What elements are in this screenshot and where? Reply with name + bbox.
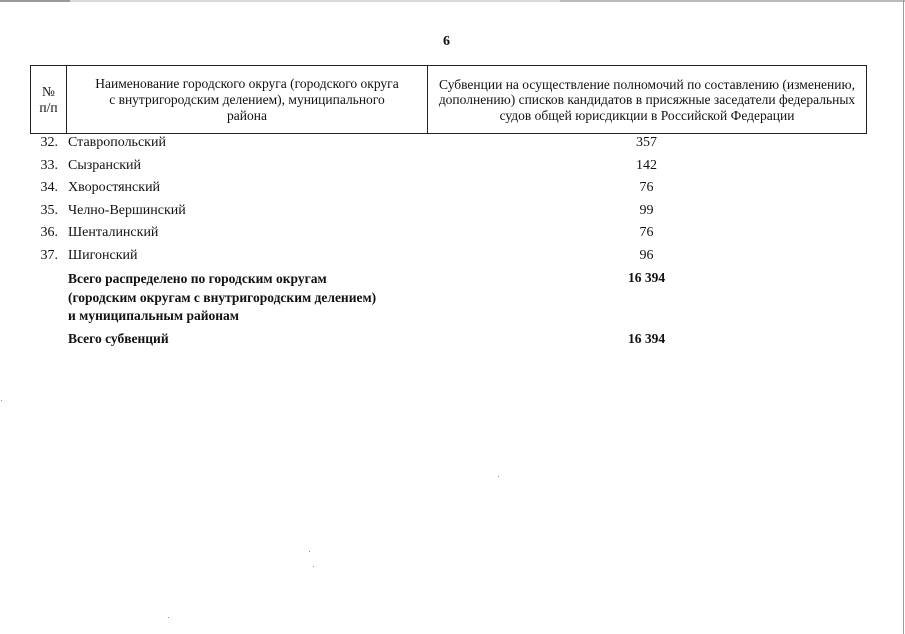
- row-number: 37.: [40, 247, 58, 263]
- total-subventions-label: Всего субвенций: [68, 331, 169, 346]
- total-subventions-value: 16 394: [627, 331, 666, 346]
- table-header: [30, 65, 867, 134]
- row-number: 36.: [40, 225, 58, 240]
- column-header-value: Субвенции на осуществление полномочий по составлению (изменению, дополнению) списков кандидатов в присяжные заседатели федеральных судов общей юрисдикции в Российской Федерации: [428, 66, 867, 134]
- table-row: [30, 180, 866, 203]
- column-header-name: Наименование городского округа (городского округа с внутригородским делением), муниципального района: [67, 66, 428, 134]
- empty-cell: [30, 327, 66, 347]
- scan-speck: [1, 400, 2, 401]
- empty-cell: [30, 270, 66, 327]
- page-number: 6: [443, 34, 450, 49]
- row-number: 35.: [40, 202, 58, 218]
- column-header-num: № п/п: [31, 66, 67, 134]
- row-number: 32.: [40, 135, 58, 150]
- total-distributed-label: Всего распределено по городским округам (городским округам с внутригородским делением) и муниципальным районам: [68, 271, 377, 323]
- table-header-row: [31, 66, 867, 134]
- row-value: 96: [639, 247, 654, 263]
- table-row: [30, 248, 866, 271]
- row-name: Челно-Вершинский: [68, 202, 186, 218]
- table-row: [30, 203, 866, 226]
- row-name: Ставропольский: [68, 135, 166, 150]
- row-name: Шенталинский: [68, 225, 159, 240]
- row-name: Сызранский: [68, 157, 141, 173]
- scan-speck: [309, 551, 310, 552]
- row-name: Хворостянский: [68, 180, 161, 195]
- scan-edge-right: [903, 0, 904, 634]
- row-name: Шигонский: [68, 247, 138, 263]
- row-value: 76: [639, 180, 654, 195]
- row-value: 357: [636, 135, 657, 150]
- table-row: [30, 158, 866, 181]
- total-distributed-value: 16 394: [627, 270, 666, 285]
- row-value: 99: [639, 202, 654, 218]
- row-value: 76: [639, 225, 654, 240]
- total-subventions-row: [30, 327, 866, 347]
- table-body: [30, 135, 866, 347]
- table-row: [30, 225, 866, 248]
- total-distributed-row: [30, 270, 866, 327]
- row-value: 142: [636, 157, 657, 173]
- row-number: 34.: [40, 180, 58, 195]
- scan-edge-top: [0, 0, 905, 2]
- table-row: [30, 135, 866, 158]
- scan-speck: [313, 566, 314, 567]
- scan-speck: [498, 476, 499, 477]
- row-number: 33.: [40, 157, 58, 173]
- scan-speck: [168, 617, 169, 618]
